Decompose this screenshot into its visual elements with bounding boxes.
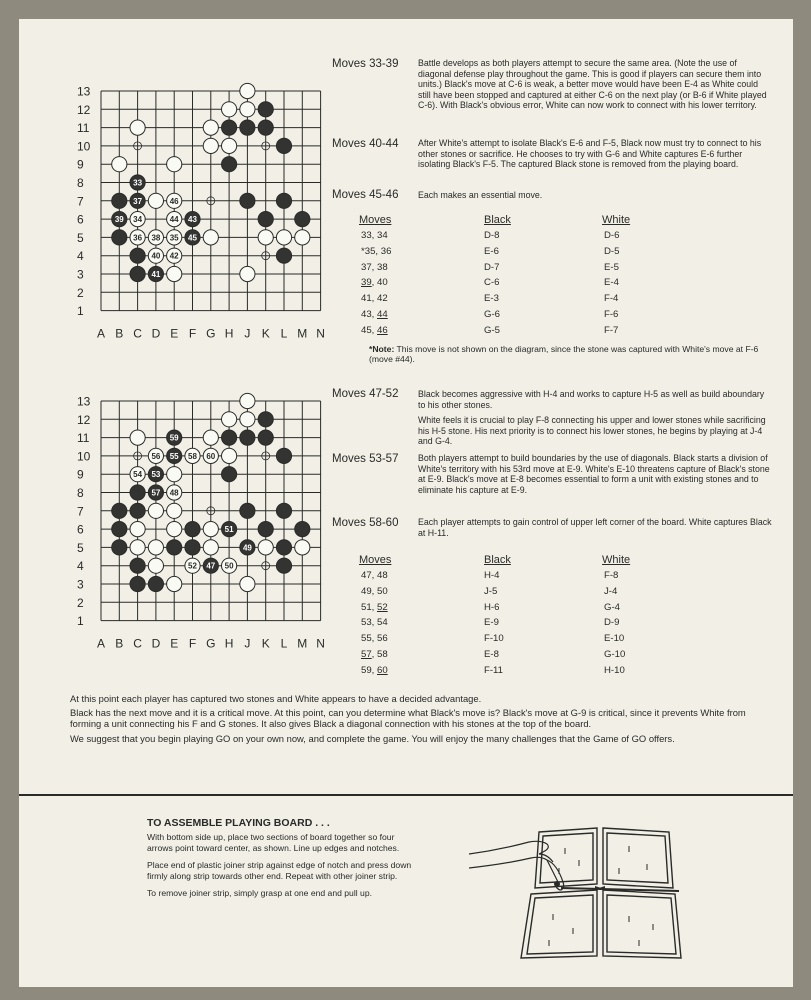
column-label: L (280, 636, 288, 651)
black-stone (185, 522, 200, 537)
stone-number: 57 (151, 488, 161, 498)
column-label: N (316, 636, 325, 651)
column-label: H (224, 636, 234, 651)
white-stone (167, 503, 182, 518)
black-stone (276, 540, 291, 555)
moves-40-44-text (418, 138, 772, 175)
summary-text (70, 693, 775, 747)
white-stone (148, 558, 163, 573)
moves-33-39-title: Moves 33-39 (332, 58, 399, 70)
white-stone (240, 102, 255, 117)
table-cell-moves: 49, 50 (361, 585, 388, 597)
black-stone (222, 120, 237, 135)
white-stone (130, 522, 145, 537)
stone-number: 39 (114, 215, 124, 225)
row-label: 10 (77, 449, 91, 464)
row-label: 8 (77, 486, 84, 500)
white-stone (240, 576, 255, 591)
row-label: 5 (77, 540, 84, 555)
stone-number: 53 (151, 470, 161, 480)
row-label: 8 (77, 176, 84, 190)
table-cell-white: F-6 (604, 309, 619, 320)
column-label: A (96, 636, 106, 651)
black-stone (295, 212, 310, 227)
white-stone (167, 157, 182, 172)
table-cell-moves: 47, 48 (361, 570, 388, 581)
row-label: 6 (77, 212, 84, 227)
column-label: E (170, 326, 179, 341)
stone-number: 52 (188, 561, 197, 571)
white-stone (258, 230, 273, 245)
assembly-instructions (147, 832, 412, 906)
row-label: 6 (77, 522, 84, 537)
stone-number: 59 (169, 433, 179, 443)
table-cell-white: D-9 (604, 617, 620, 629)
row-label: 13 (77, 84, 91, 99)
white-stone (130, 430, 145, 445)
white-stone (130, 120, 145, 135)
moves-45-46-title: Moves 45-46 (332, 189, 399, 201)
table-cell-white: J-4 (604, 585, 618, 597)
table-cell-black: E-6 (484, 245, 499, 257)
row-label: 2 (77, 595, 84, 610)
moves-table-2 (359, 554, 659, 684)
table-cell-white: H-10 (604, 664, 625, 676)
row-label: 9 (77, 157, 84, 172)
column-label: B (115, 636, 124, 651)
white-stone (222, 412, 237, 427)
stone-number: 55 (169, 451, 179, 461)
board-1-svg (70, 79, 330, 354)
table-cell-white: G-4 (604, 601, 620, 613)
table-header-white: White (602, 554, 631, 566)
rules-sheet (19, 19, 793, 987)
table-cell-moves: 51, 52 (361, 601, 388, 613)
table-cell-moves: 45, 46 (361, 324, 388, 336)
black-stone (222, 467, 237, 482)
black-stone (258, 522, 273, 537)
table-cell-moves: 39, 40 (361, 277, 388, 289)
black-stone (112, 230, 127, 245)
table-cell-moves: 53, 54 (361, 617, 388, 629)
white-stone (203, 120, 218, 135)
moves-58-60-paragraph: Each player attempts to gain control of upper left corner of the board. White captures Black at H-11. (418, 517, 772, 538)
white-stone (167, 576, 182, 591)
assembly-step-3: To remove joiner strip, simply grasp at one end and pull up. (147, 888, 372, 899)
moves-53-57-title: Moves 53-57 (332, 453, 399, 465)
column-label: N (316, 326, 325, 341)
table-cell-black: C-6 (484, 277, 500, 289)
black-stone (185, 540, 200, 555)
column-label: F (188, 636, 197, 651)
white-stone (276, 230, 291, 245)
section-divider (19, 794, 793, 796)
white-stone (240, 412, 255, 427)
black-stone (167, 540, 182, 555)
column-label: H (224, 326, 234, 341)
stone-number: 42 (169, 251, 179, 261)
table-cell-black: G-6 (484, 309, 500, 320)
black-stone (258, 212, 273, 227)
row-label: 9 (77, 467, 84, 482)
row-label: 7 (77, 504, 84, 519)
white-stone (203, 230, 218, 245)
black-stone (258, 102, 273, 117)
table-cell-white: G-10 (604, 649, 626, 660)
table-cell-white: F-7 (604, 324, 619, 336)
black-stone (222, 157, 237, 172)
table-cell-moves: 59, 60 (361, 664, 388, 676)
moves-table-1 (359, 214, 659, 344)
table-cell-moves: 41, 42 (361, 293, 388, 305)
black-stone (240, 430, 255, 445)
table-cell-moves: 33, 34 (361, 230, 388, 241)
white-stone (222, 448, 237, 463)
column-label: D (151, 326, 161, 341)
row-label: 4 (77, 249, 84, 264)
table-cell-white: F-8 (604, 570, 619, 581)
footnote-label: *Note: (369, 344, 395, 354)
stone-number: 47 (206, 561, 216, 571)
white-stone (167, 266, 182, 281)
table-header-black: Black (484, 554, 511, 566)
stone-number: 37 (133, 196, 143, 206)
stone-number: 54 (133, 470, 143, 480)
table-cell-white: D-6 (604, 230, 620, 241)
column-label: M (297, 326, 308, 341)
black-stone (276, 503, 291, 518)
black-stone (130, 485, 145, 500)
table-cell-black: G-5 (484, 324, 500, 336)
black-stone (130, 248, 145, 263)
moves-47-52-title: Moves 47-52 (332, 388, 399, 400)
black-stone (276, 448, 291, 463)
black-stone (276, 138, 291, 153)
white-stone (240, 393, 255, 408)
moves-58-60-text (418, 517, 772, 543)
white-stone (148, 503, 163, 518)
row-label: 10 (77, 139, 91, 154)
row-label: 1 (77, 304, 84, 319)
white-stone (295, 230, 310, 245)
black-stone (240, 193, 255, 208)
white-stone (240, 266, 255, 281)
stone-number: 49 (242, 543, 252, 553)
column-label: G (206, 636, 216, 651)
column-label: G (206, 326, 216, 341)
table-cell-moves: 37, 38 (361, 261, 388, 273)
assembly-title: TO ASSEMBLE PLAYING BOARD . . . (147, 817, 330, 829)
black-stone (258, 120, 273, 135)
white-stone (148, 540, 163, 555)
moves-53-57-text (418, 453, 772, 500)
row-label: 1 (77, 614, 84, 629)
black-stone (276, 248, 291, 263)
moves-40-44-paragraph: After White's attempt to isolate Black's E-6 and F-5, Black now must try to connect to his other stones or sacrifice. He chooses to try with G-6 and White captures E-6 further isolating Black's F-5. The captured Black stone is removed from the playing board. (418, 138, 762, 170)
white-stone (167, 467, 182, 482)
moves-33-39-text (418, 58, 772, 116)
moves-45-46-paragraph: Each makes an essential move. (418, 190, 543, 200)
stone-number: 33 (133, 178, 143, 188)
white-stone (222, 102, 237, 117)
moves-47-52-paragraph-1: Black becomes aggressive with H-4 and works to capture H-5 as well as build aboundary to his other stones. (418, 389, 765, 410)
black-stone (276, 558, 291, 573)
table-cell-white: E-4 (604, 277, 619, 289)
moves-47-52-paragraph-2: White feels it is crucial to play F-8 connecting his upper and lower stones while sacrificing his H-5 stone. His next priority is to connect his lower stones, he begins by playing at J-4 and G-4. (418, 415, 766, 447)
column-label: B (115, 326, 124, 341)
black-stone (240, 503, 255, 518)
table-header-black: Black (484, 214, 511, 226)
stone-number: 58 (188, 451, 197, 461)
row-label: 4 (77, 559, 84, 574)
white-stone (203, 540, 218, 555)
stone-number: 60 (206, 451, 216, 461)
white-stone (222, 138, 237, 153)
column-label: M (297, 636, 308, 651)
table-header-moves: Moves (359, 554, 392, 566)
black-stone (258, 412, 273, 427)
moves-58-60-title: Moves 58-60 (332, 517, 399, 529)
row-label: 12 (77, 412, 91, 427)
table-cell-black: H-4 (484, 570, 500, 581)
table-cell-moves: *35, 36 (361, 245, 392, 257)
black-stone (148, 576, 163, 591)
black-stone (240, 120, 255, 135)
board-2-svg (70, 389, 330, 664)
row-label: 11 (77, 431, 90, 446)
column-label: A (96, 326, 106, 341)
moves-47-52-text (418, 389, 772, 452)
stone-number: 51 (224, 525, 234, 535)
table-header-moves: Moves (359, 214, 392, 226)
stone-number: 34 (133, 215, 143, 225)
black-stone (130, 576, 145, 591)
row-label: 11 (77, 121, 90, 136)
table-cell-white: E-5 (604, 261, 619, 273)
table-cell-white: D-5 (604, 245, 620, 257)
go-board-diagram-2 (70, 389, 330, 664)
column-label: K (261, 326, 270, 341)
table-cell-moves: 57, 58 (361, 649, 388, 660)
row-label: 13 (77, 394, 91, 409)
footnote (369, 344, 769, 365)
moves-40-44-title: Moves 40-44 (332, 138, 399, 150)
go-board-diagram-1 (70, 79, 330, 354)
black-stone (130, 558, 145, 573)
white-stone (130, 540, 145, 555)
black-stone (112, 503, 127, 518)
stone-number: 35 (169, 233, 179, 243)
row-label: 5 (77, 230, 84, 245)
footnote-text: This move is not shown on the diagram, since the stone was captured with White's move at F-6 (move #44). (369, 344, 759, 365)
row-label: 2 (77, 285, 84, 300)
assembly-step-2: Place end of plastic joiner strip against edge of notch and press down firmly along strip towards other end. Repeat with other joiner strip. (147, 860, 412, 881)
white-stone (167, 522, 182, 537)
table-cell-black: E-8 (484, 649, 499, 660)
table-cell-black: H-6 (484, 601, 500, 613)
row-label: 12 (77, 102, 91, 117)
table-cell-black: E-9 (484, 617, 499, 629)
stone-number: 46 (169, 196, 179, 206)
table-header-white: White (602, 214, 631, 226)
white-stone (203, 430, 218, 445)
row-label: 3 (77, 577, 84, 592)
stone-number: 48 (169, 488, 179, 498)
white-stone (258, 540, 273, 555)
black-stone (258, 430, 273, 445)
column-label: D (151, 636, 161, 651)
row-label: 7 (77, 194, 84, 209)
white-stone (112, 157, 127, 172)
table-cell-black: J-5 (484, 585, 498, 597)
stone-number: 56 (151, 451, 161, 461)
white-stone (203, 138, 218, 153)
white-stone (240, 83, 255, 98)
black-stone (295, 522, 310, 537)
column-label: C (133, 326, 142, 341)
table-cell-black: F-10 (484, 633, 504, 645)
white-stone (148, 193, 163, 208)
column-label: E (170, 636, 179, 651)
black-stone (222, 430, 237, 445)
moves-45-46-text (418, 190, 772, 206)
black-stone (130, 266, 145, 281)
table-cell-black: D-7 (484, 261, 500, 273)
row-label: 3 (77, 267, 84, 282)
stone-number: 45 (188, 233, 197, 243)
summary-paragraph-1: At this point each player has captured two stones and White appears to have a decided advantage. (70, 693, 482, 704)
column-label: J (244, 326, 251, 341)
column-label: L (280, 326, 288, 341)
black-stone (112, 193, 127, 208)
stone-number: 41 (151, 270, 161, 279)
black-stone (130, 503, 145, 518)
moves-33-39-paragraph: Battle develops as both players attempt to secure the same area. (Note the use of diagonal defense play throughout the game. This is good if players can secure them into units.) Black's move at C-6 is weak, a better move would have been E-4 as White could still have been stopped and captured at either C-6 on the next play (or B-6 if White played C-6). With Black's obvious error, White can now work to connect with his lower territory. (418, 58, 767, 111)
summary-paragraph-3: We suggest that you begin playing GO on your own now, and complete the game. You will enjoy the many challenges that the Game of GO offers. (70, 732, 675, 744)
white-stone (203, 522, 218, 537)
summary-paragraph-2: Black has the next move and it is a critical move. At this point, can you determine what Black's move is? Black's move at G-9 is critical, since it prevents White from forming a unit connecting his F and G stones. It also gives Black a diagonal connection with his stones at the top of the board. (70, 707, 746, 730)
assembly-step-1: With bottom side up, place two sections of board together so four arrows point toward center, as shown. Line up edges and notches. (147, 832, 400, 853)
black-stone (276, 193, 291, 208)
stone-number: 43 (188, 215, 197, 225)
board-assembly-illustration (469, 824, 699, 969)
column-label: J (244, 636, 251, 651)
table-cell-black: F-11 (484, 664, 504, 676)
column-label: K (261, 636, 270, 651)
table-cell-moves: 55, 56 (361, 633, 388, 645)
moves-53-57-paragraph: Both players attempt to build boundaries by the use of diagonals. Black starts a division of White's territory with his 53rd move at E-9. White's E-10 threatens capture of Black's stone at E-9. Black's move at E-8 becomes essential to form a unit with existing stones and to eliminate his capture at E-9. (418, 453, 770, 495)
column-label: F (188, 326, 197, 341)
stone-number: 44 (169, 215, 179, 225)
table-cell-white: F-4 (604, 293, 619, 305)
black-stone (112, 540, 127, 555)
white-stone (295, 540, 310, 555)
table-cell-black: E-3 (484, 293, 499, 305)
black-stone (112, 522, 127, 537)
stone-number: 50 (224, 561, 234, 571)
stone-number: 40 (151, 251, 161, 261)
table-cell-black: D-8 (484, 230, 500, 241)
table-cell-moves: 43, 44 (361, 309, 388, 320)
stone-number: 36 (133, 233, 143, 243)
stone-number: 38 (151, 233, 161, 243)
column-label: C (133, 636, 142, 651)
table-cell-white: E-10 (604, 633, 625, 645)
